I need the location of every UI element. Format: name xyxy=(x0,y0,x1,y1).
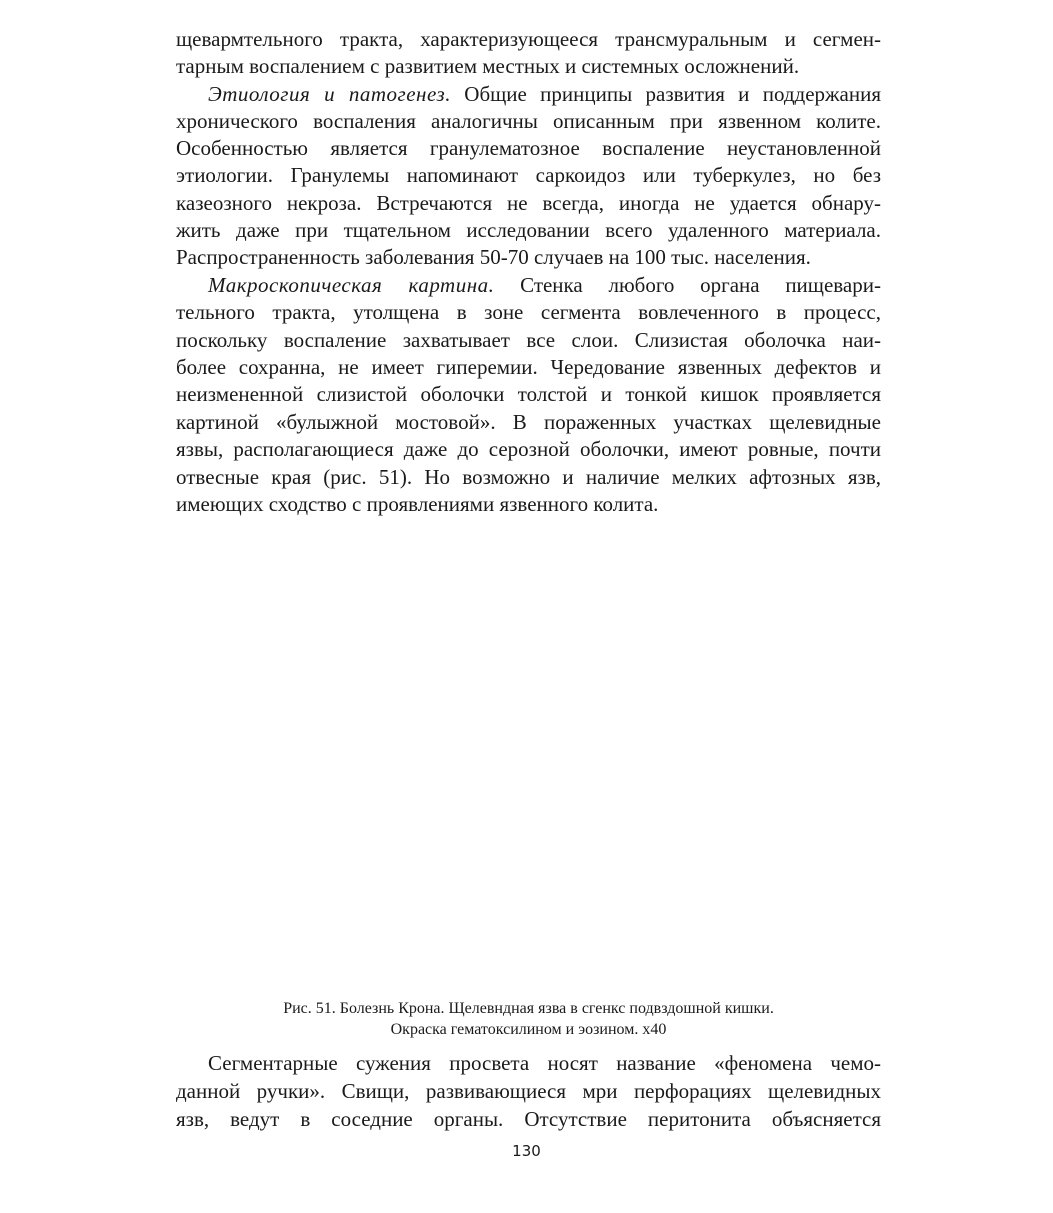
text-line: отвесные края (рис. 51). Но возможно и наличие мелких афтозных язв, xyxy=(176,465,881,489)
text-line: Сегментарные сужения просвета носят название «феномена чемо- xyxy=(208,1051,881,1075)
text-line: неизмененной слизистой оболочки толстой и тонкой кишок проявляется xyxy=(176,382,881,406)
text-fragment: Общие принципы развития и поддержания xyxy=(450,82,881,106)
text-line: более сохранна, не имеет гиперемии. Чередование язвенных дефектов и xyxy=(176,355,881,379)
text-line: поскольку воспаление захватывает все слои. Слизистая оболочка наи- xyxy=(176,328,881,352)
text-line: язвы, располагающиеся даже до серозной оболочки, имеют ровные, почти xyxy=(176,437,881,461)
text-line: хронического воспаления аналогичны описанным при язвенном колите. xyxy=(176,109,881,133)
text-line: имеющих сходство с проявлениями язвенного колита. xyxy=(176,492,659,516)
text-line: язв, ведут в соседние органы. Отсутствие перитонита объясняется xyxy=(176,1107,881,1131)
text-line: Распространенность заболевания 50-70 случаев на 100 тыс. населения. xyxy=(176,245,811,269)
page-number: 130 xyxy=(512,1142,541,1160)
text-line: картиной «булыжной мостовой». В пораженных участках щелевидные xyxy=(176,410,881,434)
text-line: жить даже при тщательном исследовании всего удаленного материала. xyxy=(176,218,881,242)
text-line: данной ручки». Свищи, развивающиеся мри перфорациях щелевидных xyxy=(176,1079,881,1103)
text-line: тельного тракта, утолщена в зоне сегмента вовлеченного в процесс, xyxy=(176,300,881,324)
text-line: этиологии. Гранулемы напоминают саркоидоз или туберкулез, но без xyxy=(176,163,881,187)
text-line: казеозного некроза. Встречаются не всегда, иногда не удается обнару- xyxy=(176,191,881,215)
paragraph-first-line xyxy=(208,81,881,108)
text-line: тарным воспалением с развитием местных и системных осложнений. xyxy=(176,54,800,78)
paragraph-first-line xyxy=(208,272,881,299)
text-line: Особенностью является гранулематозное воспаление неустановленной xyxy=(176,136,881,160)
text-line: щевармтельного тракта, характеризующееся трансмуральным и сегмен- xyxy=(176,27,881,51)
text-fragment: Стенка любого органа пищевари- xyxy=(494,273,881,297)
figure-caption-line: Окраска гематоксилином и эозином. х40 xyxy=(390,1021,667,1038)
figure-caption-line: Рис. 51. Болезнь Крона. Щелевндная язва в сгенкс подвздошной кишки. xyxy=(283,1000,774,1017)
figure-placeholder xyxy=(176,540,881,990)
section-heading: Этиология и патогенез. xyxy=(208,82,451,106)
section-heading: Макроскопическая картина. xyxy=(208,273,495,297)
